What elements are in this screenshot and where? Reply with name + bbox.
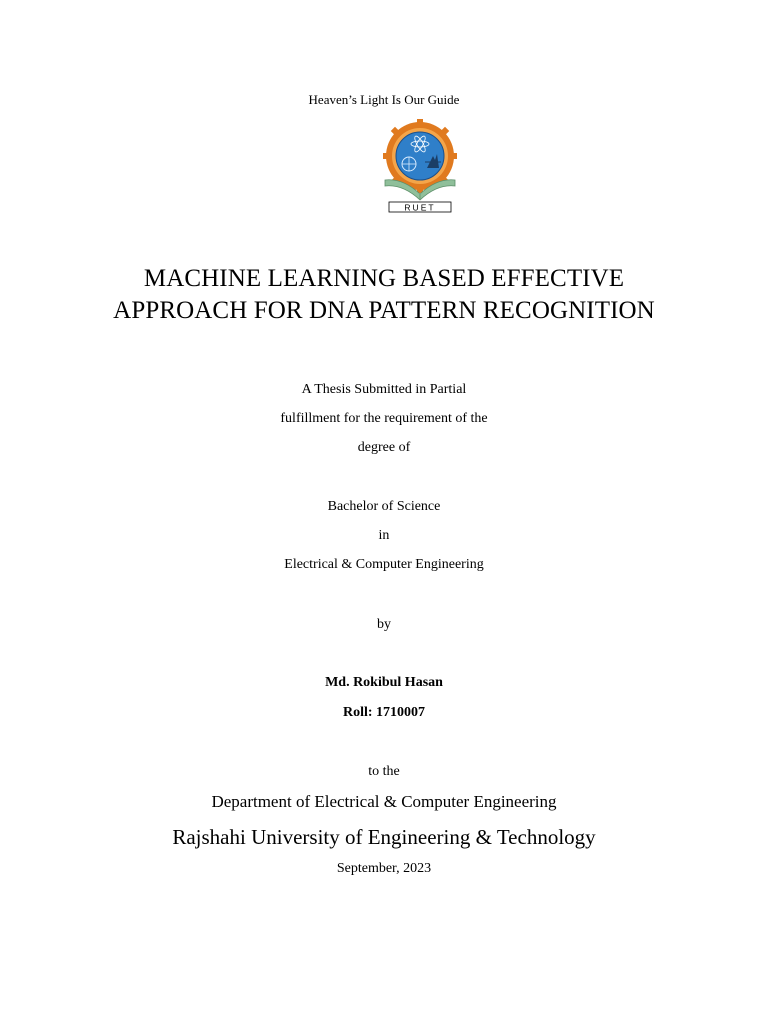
degree-name: Bachelor of Science — [327, 499, 441, 514]
submission-line-3: degree of — [357, 440, 411, 455]
department-name: Department of Electrical & Computer Engineering — [211, 792, 557, 811]
author-name: Md. Rokibul Hasan — [325, 675, 443, 690]
submission-line-2: fulfillment for the requirement of the — [280, 411, 488, 426]
globe-icon — [396, 132, 444, 180]
ruet-logo — [379, 118, 461, 214]
submission-line-1: A Thesis Submitted in Partial — [301, 382, 467, 397]
thesis-title-line-1: MACHINE LEARNING BASED EFFECTIVE — [143, 265, 625, 292]
thesis-title-line-2: APPROACH FOR DNA PATTERN RECOGNITION — [113, 297, 655, 324]
university-motto: Heaven’s Light Is Our Guide — [308, 92, 460, 107]
submission-date: September, 2023 — [336, 861, 432, 876]
logo-label: RUET — [404, 202, 436, 213]
degree-field: Electrical & Computer Engineering — [284, 557, 484, 572]
by-label: by — [377, 617, 391, 632]
degree-in: in — [378, 528, 390, 543]
university-name: Rajshahi University of Engineering & Technology — [172, 825, 596, 849]
author-roll: Roll: 1710007 — [342, 705, 426, 720]
to-the-label: to the — [368, 764, 400, 779]
